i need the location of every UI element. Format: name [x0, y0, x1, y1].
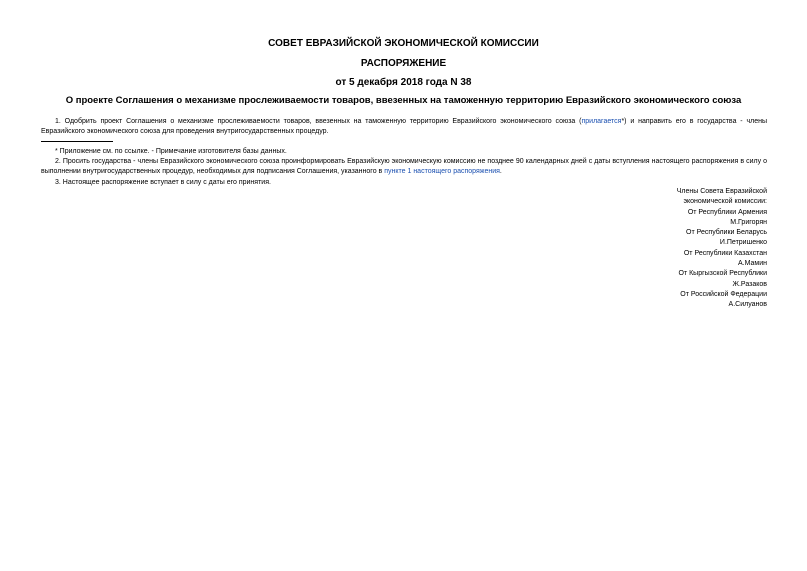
- signers-intro-line-1: Члены Совета Евразийской: [676, 188, 767, 195]
- paragraph-1: [41, 117, 767, 137]
- signers-intro-line-2: экономической комиссии:: [683, 198, 767, 206]
- signer-country: От Республики Казахстан: [683, 249, 767, 257]
- document-type: РАСПОРЯЖЕНИЕ: [360, 58, 447, 69]
- signer-name: А.Мамин: [737, 260, 767, 268]
- paragraph-1-text-after: *) и направить его в государства - члены Евразийского экономического союза для проведения внутригосударственных процедур.: [41, 118, 767, 135]
- paragraph-2-text-before: 2. Просить государства - члены Евразийского экономического союза проинформировать Евразийскую экономическую комиссию не позднее 90 календарных дней с даты вступления настоящего распоряжения в силу о выполнении внутригосударственных процедур, необходимых для подписания Соглашения, указанного в: [41, 158, 767, 175]
- signer-country: От Кыргызской Республики: [678, 270, 767, 278]
- signer-name: М.Григорян: [730, 218, 767, 226]
- signer-country: От Республики Армения: [687, 208, 767, 216]
- clause-1-link[interactable]: пункте 1 настоящего распоряжения: [384, 168, 500, 175]
- footnote: * Приложение см. по ссылке. - Примечание изготовителя базы данных.: [55, 148, 287, 155]
- document-title: О проекте Соглашения о механизме прослеживаемости товаров, ввезенных на таможенную территорию Евразийского экономического союза: [65, 95, 742, 106]
- header-organization: СОВЕТ ЕВРАЗИЙСКОЙ ЭКОНОМИЧЕСКОЙ КОМИССИИ: [268, 38, 539, 49]
- document-date: от 5 декабря 2018 года N 38: [335, 77, 472, 88]
- signers-block: [677, 187, 767, 311]
- signer-country: От Российской Федерации: [680, 290, 767, 298]
- signer-name: Ж.Разаков: [732, 280, 767, 288]
- paragraph-2: [41, 157, 767, 177]
- paragraph-2-text-after: .: [499, 168, 502, 175]
- paragraph-1-text-before: 1. Одобрить проект Соглашения о механизме прослеживаемости товаров, ввезенных на таможенную территорию Евразийского экономического союза (: [55, 118, 582, 125]
- signer-name: И.Петришенко: [719, 239, 767, 247]
- signer-name: А.Силуанов: [728, 301, 767, 309]
- footnote-divider: [41, 141, 113, 142]
- paragraph-3: 3. Настоящее распоряжение вступает в силу с даты его принятия.: [55, 179, 271, 186]
- appendix-link[interactable]: прилагается: [581, 118, 622, 125]
- signer-country: От Республики Беларусь: [686, 229, 767, 237]
